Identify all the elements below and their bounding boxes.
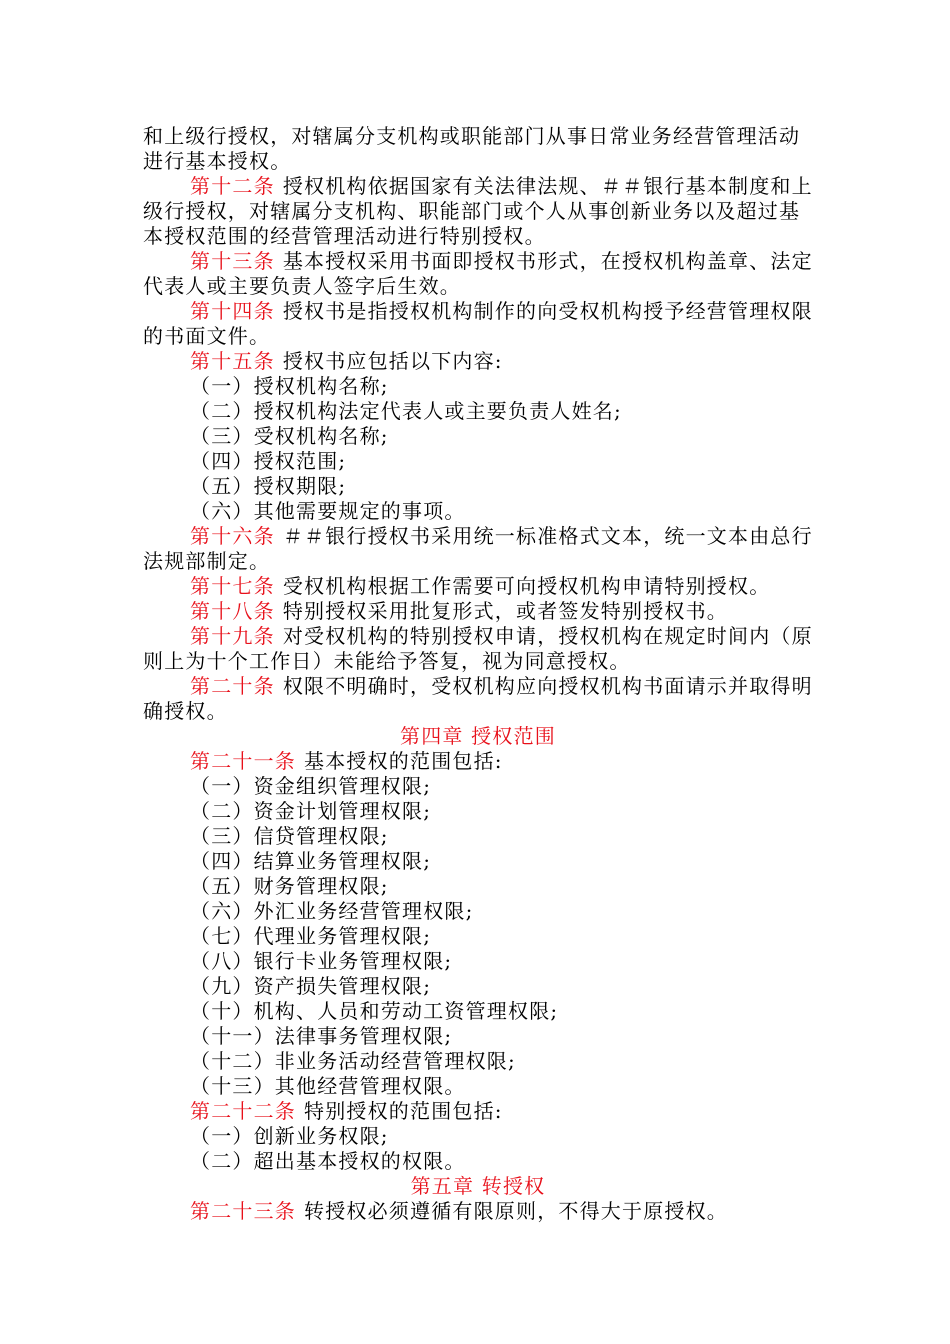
article-12-text: 授权机构依据国家有关法律法规、＃＃银行基本制度和上级行授权，对辖属分支机构、职能部门或个人从事创新业务以及超过基本授权范围的经营管理活动进行特别授权。: [143, 174, 813, 248]
article-14-text: 授权书是指授权机构制作的向受权机构授予经营管理权限的书面文件。: [143, 299, 813, 348]
list-item: （六）外汇业务经营管理权限;: [190, 899, 474, 923]
list-item: （二）授权机构法定代表人或主要负责人姓名;: [190, 399, 622, 423]
article-14-label: 第十四条: [190, 299, 275, 323]
continuation-paragraph: 和上级行授权，对辖属分支机构或职能部门从事日常业务经营管理活动进行基本授权。: [143, 124, 801, 173]
list-item: （十三）其他经营管理权限。: [190, 1074, 466, 1098]
list-item: （七）代理业务管理权限;: [190, 924, 432, 948]
article-23-label: 第二十三条: [190, 1199, 296, 1223]
list-item: （五）授权期限;: [190, 474, 347, 498]
article-22: [143, 1099, 813, 1124]
article-18-text: 特别授权采用批复形式，或者签发特别授权书。: [282, 599, 729, 623]
article-20: [143, 674, 813, 724]
article-16: [143, 524, 813, 574]
article-15-text: 授权书应包括以下内容:: [282, 349, 503, 373]
article-16-label: 第十六条: [190, 524, 275, 548]
article-19-label: 第十九条: [190, 624, 275, 648]
article-21: [143, 749, 813, 774]
article-12-label: 第十二条: [190, 174, 275, 198]
article-23-text: 转授权必须遵循有限原则，不得大于原授权。: [304, 1199, 728, 1223]
list-item: （一）授权机构名称;: [190, 374, 389, 398]
article-14: [143, 299, 813, 349]
list-item: （十）机构、人员和劳动工资管理权限;: [190, 999, 559, 1023]
list-item: （四）结算业务管理权限;: [190, 849, 432, 873]
chapter-heading: 第五章 转授权: [410, 1174, 546, 1198]
article-22-text: 特别授权的范围包括:: [304, 1099, 503, 1123]
document-body: [143, 124, 813, 1224]
list-item: （六）其他需要规定的事项。: [190, 499, 466, 523]
article-17-label: 第十七条: [190, 574, 275, 598]
list-item: （二）资金计划管理权限;: [190, 799, 432, 823]
article-19: [143, 624, 813, 674]
article-15: [143, 349, 813, 374]
list-item: （四）授权范围;: [190, 449, 347, 473]
list-item: （九）资产损失管理权限;: [190, 974, 432, 998]
chapter-heading: 第四章 授权范围: [400, 724, 556, 748]
list-item: （十二）非业务活动经营管理权限;: [190, 1049, 516, 1073]
article-13: [143, 249, 813, 299]
list-item: （三）受权机构名称;: [190, 424, 389, 448]
list-item: （二）超出基本授权的权限。: [190, 1149, 466, 1173]
article-20-label: 第二十条: [190, 674, 275, 698]
article-17: [143, 574, 813, 599]
list-item: （五）财务管理权限;: [190, 874, 389, 898]
article-20-text: 权限不明确时，受权机构应向授权机构书面请示并取得明确授权。: [143, 674, 813, 723]
article-18-label: 第十八条: [190, 599, 275, 623]
article-15-label: 第十五条: [190, 349, 275, 373]
article-21-label: 第二十一条: [190, 749, 296, 773]
article-17-text: 受权机构根据工作需要可向授权机构申请特别授权。: [282, 574, 771, 598]
article-13-label: 第十三条: [190, 249, 275, 273]
list-item: （三）信贷管理权限;: [190, 824, 389, 848]
article-19-text: 对受权机构的特别授权申请，授权机构在规定时间内（原则上为十个工作日）未能给予答复，视为同意授权。: [143, 624, 813, 673]
list-item: （一）创新业务权限;: [190, 1124, 389, 1148]
list-item: （一）资金组织管理权限;: [190, 774, 432, 798]
article-22-label: 第二十二条: [190, 1099, 296, 1123]
article-16-text: ＃＃银行授权书采用统一标准格式文本，统一文本由总行法规部制定。: [143, 524, 813, 573]
article-21-text: 基本授权的范围包括:: [304, 749, 503, 773]
list-item: （八）银行卡业务管理权限;: [190, 949, 453, 973]
article-23: [143, 1199, 813, 1224]
article-12: [143, 174, 813, 249]
article-18: [143, 599, 813, 624]
article-13-text: 基本授权采用书面即授权书形式，在授权机构盖章、法定代表人或主要负责人签字后生效。: [143, 249, 813, 298]
list-item: （十一）法律事务管理权限;: [190, 1024, 453, 1048]
